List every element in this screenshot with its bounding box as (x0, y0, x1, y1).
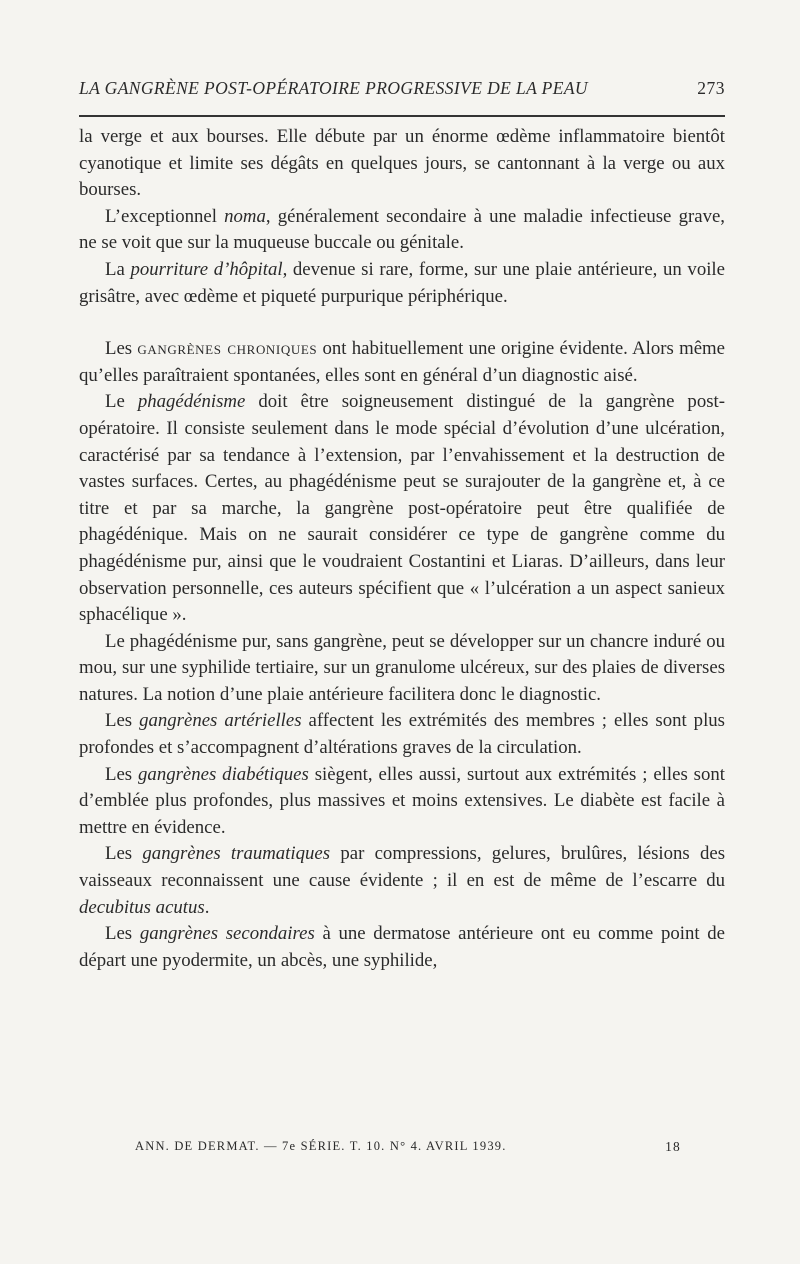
paragraph: La pourriture d’hôpital, devenue si rare, forme, sur une plaie antérieure, un voile grisâtre, avec œdème et piqueté purpurique périphérique. (79, 258, 725, 307)
running-header (79, 78, 725, 99)
body-text (79, 124, 725, 974)
running-title: LA GANGRÈNE POST-OPÉRATOIRE PROGRESSIVE DE LA PEAU (79, 78, 588, 98)
paragraph: Le phagédénisme pur, sans gangrène, peut se développer sur un chancre induré ou mou, sur une syphilide tertiaire, sur un granulome ulcéreux, sur des plaies de diverses natures. La notion d’une plaie antérieure facilitera donc le diagnostic. (79, 630, 725, 705)
paragraph: Les gangrènes diabétiques siègent, elles aussi, surtout aux extrémités ; elles sont d’emblée plus profondes, plus massives et moins extensives. Le diabète est facile à mettre en évidence. (79, 763, 725, 838)
journal-citation: ANN. DE DERMAT. — 7e SÉRIE. T. 10. N° 4. AVRIL 1939. (135, 1139, 507, 1153)
paragraph: Le phagédénisme doit être soigneusement distingué de la gangrène post-opératoire. Il consiste seulement dans le mode spécial d’évolution d’une ulcération, caractérisé par sa tendance à l’extension, par l’envahissement et la destruction de vastes surfaces. Certes, au phagédénisme peut se surajouter de la gangrène et, à ce titre et par sa marche, la gangrène post-opératoire peut être qualifiée de phagédénique. Mais on ne saurait considérer ce type de gangrène comme du phagédénisme pur, ainsi que le voudraient Costantini et Liaras. D’ailleurs, dans leur observation personnelle, ces auteurs spécifient que « l’ulcération a un aspect sanieux sphacélique ». (79, 391, 725, 626)
paragraph: Les gangrènes artérielles affectent les extrémités des membres ; elles sont plus profondes et s’accompagnent d’altérations graves de la circulation. (79, 710, 725, 759)
paragraph: Les gangrènes secondaires à une dermatose antérieure ont eu comme point de départ une pyodermite, un abcès, une syphilide, (79, 923, 725, 971)
page-number: 273 (697, 78, 725, 98)
page-footer (79, 1139, 725, 1155)
paragraph: Les gangrènes traumatiques par compressions, gelures, brulûres, lésions des vaisseaux reconnaissent une cause évidente ; il en est de même de l’escarre du decubitus acutus. (79, 843, 725, 918)
paragraph: Les gangrènes chroniques ont habituellement une origine évidente. Alors même qu’elles paraîtraient spontanées, elles sont en général d’un diagnostic aisé. (79, 338, 725, 386)
paragraph: L’exceptionnel noma, généralement secondaire à une maladie infectieuse grave, ne se voit que sur la muqueuse buccale ou génitale. (79, 205, 725, 254)
paragraph: la verge et aux bourses. Elle débute par un énorme œdème inflammatoire bientôt cyanotique et limite ses dégâts en quelques jours, se cantonnant à la verge ou aux bourses. (79, 126, 725, 201)
header-rule (79, 115, 725, 117)
signature-mark: 18 (665, 1139, 681, 1154)
